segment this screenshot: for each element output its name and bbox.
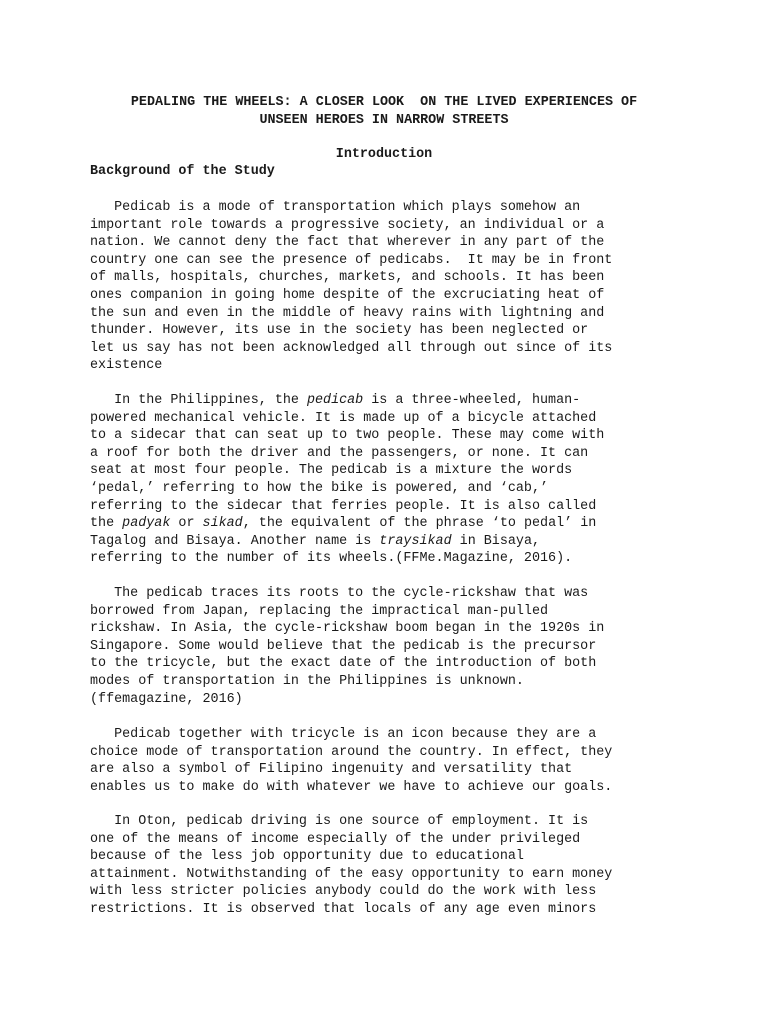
paragraph-line: one of the means of income especially of the under privileged: [90, 831, 581, 847]
italic-term: traysikad: [379, 533, 452, 549]
paragraph-line: Pedicab is a mode of transportation which plays somehow an: [90, 200, 581, 215]
title-line-1: PEDALING THE WHEELS: A CLOSER LOOK ON THE LIVED EXPERIENCES OF: [130, 95, 638, 110]
title-line-2: UNSEEN HEROES IN NARROW STREETS: [259, 112, 509, 128]
paragraph-line: referring to the sidecar that ferries people. It is also called: [90, 498, 597, 514]
paragraph-line: nation. We cannot deny the fact that wherever in any part of the: [90, 235, 605, 251]
paragraph-line: important role towards a progressive society, an individual or a: [90, 217, 605, 233]
paragraph-3: [90, 585, 690, 708]
paragraph-line: to a sidecar that can seat up to two people. These may come with: [90, 428, 605, 444]
paragraph-line: Singapore. Some would believe that the pedicab is the precursor: [90, 638, 597, 654]
paragraph-line: seat at most four people. The pedicab is a mixture the words: [90, 463, 573, 479]
paragraph-line: choice mode of transportation around the country. In effect, they: [90, 744, 613, 760]
paragraph-line: The pedicab traces its roots to the cycle-rickshaw that was: [90, 586, 589, 601]
italic-term: sikad: [202, 516, 243, 532]
paragraph-line: Tagalog and Bisaya. Another name is traysikad in Bisaya,: [90, 533, 541, 549]
paragraph-line: borrowed from Japan, replacing the impractical man-pulled: [90, 603, 549, 619]
paragraph-line: ones companion in going home despite of the excruciating heat of: [90, 287, 605, 303]
paragraph-line: the padyak or sikad, the equivalent of the phrase ‘to pedal’ in: [90, 516, 597, 532]
paragraph-line: enables us to make do with whatever we have to achieve our goals.: [90, 779, 613, 795]
paragraph-line: because of the less job opportunity due to educational: [90, 849, 524, 865]
paragraph-line: existence: [90, 358, 163, 374]
paragraph-line: referring to the number of its wheels.(FFMe.Magazine, 2016).: [90, 551, 573, 567]
paragraph-1: [90, 199, 690, 375]
introduction-heading: Introduction: [335, 147, 433, 162]
paragraph-line: In Oton, pedicab driving is one source of employment. It is: [90, 814, 589, 829]
paragraph-line: to the tricycle, but the exact date of the introduction of both: [90, 656, 597, 672]
paragraph-5: [90, 813, 690, 919]
italic-term: pedicab: [306, 393, 364, 408]
paragraph-line: ‘pedal,’ referring to how the bike is powered, and ‘cab,’: [90, 480, 549, 496]
paragraph-line: (ffemagazine, 2016): [90, 691, 243, 707]
paragraph-line: a roof for both the driver and the passengers, or none. It can: [90, 445, 589, 461]
paragraph-line: modes of transportation in the Philippines is unknown.: [90, 673, 524, 689]
paragraph-line: thunder. However, its use in the society has been neglected or: [90, 323, 589, 339]
paragraph-line: rickshaw. In Asia, the cycle-rickshaw boom began in the 1920s in: [90, 621, 605, 637]
paragraph-line: of malls, hospitals, churches, markets, and schools. It has been: [90, 270, 605, 286]
paragraph-line: restrictions. It is observed that locals of any age even minors: [90, 901, 597, 917]
paragraph-2: [90, 392, 690, 568]
paragraph-line: Pedicab together with tricycle is an icon because they are a: [90, 727, 597, 742]
paragraph-line: the sun and even in the middle of heavy rains with lightning and: [90, 305, 605, 321]
document-title: [0, 94, 768, 129]
paragraph-line: In the Philippines, the pedicab is a three-wheeled, human-: [90, 393, 581, 408]
paragraph-line: powered mechanical vehicle. It is made up of a bicycle attached: [90, 410, 597, 426]
italic-term: padyak: [122, 516, 171, 532]
paragraph-line: attainment. Notwithstanding of the easy opportunity to earn money: [90, 866, 613, 882]
paragraph-4: [90, 726, 690, 796]
paragraph-line: let us say has not been acknowledged all through out since of its: [90, 340, 613, 356]
section-title: Background of the Study: [90, 164, 275, 179]
paragraph-line: with less stricter policies anybody could do the work with less: [90, 884, 597, 900]
paragraph-line: country one can see the presence of pedicabs. It may be in front: [90, 252, 613, 268]
paragraph-line: are also a symbol of Filipino ingenuity and versatility that: [90, 762, 573, 778]
